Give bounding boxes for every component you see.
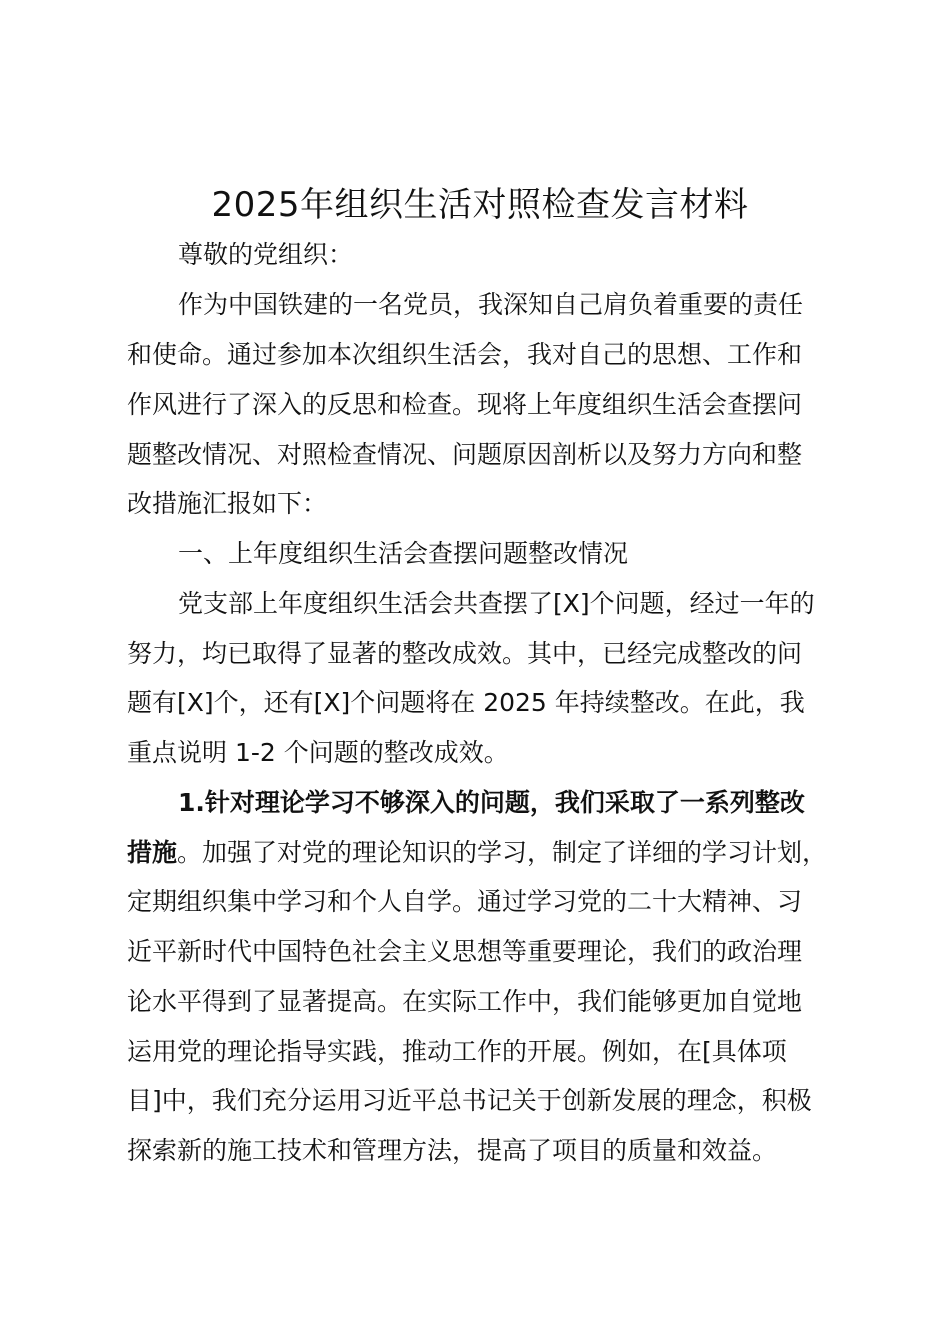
section-line: 重点说明 1-2 个问题的整改成效。 — [127, 738, 509, 767]
salutation: 尊敬的党组织： — [178, 240, 354, 269]
intro-line: 题整改情况、对照检查情况、问题原因剖析以及努力方向和整 — [127, 440, 803, 469]
item-line: 论水平得到了显著提高。在实际工作中，我们能够更加自觉地 — [127, 987, 803, 1016]
item-line-mixed — [127, 833, 827, 873]
section-line: 党支部上年度组织生活会共查摆了[X]个问题，经过一年的 — [178, 589, 815, 618]
section-line: 题有[X]个，还有[X]个问题将在 2025 年持续整改。在此，我 — [127, 688, 805, 717]
item-heading-tail: 措施 — [127, 838, 178, 867]
document-title: 2025年组织生活对照检查发言材料 — [211, 185, 749, 225]
item-line-text: 。加强了对党的理论知识的学习，制定了详细的学习计划， — [177, 838, 828, 867]
intro-line: 改措施汇报如下： — [127, 489, 328, 518]
intro-line: 和使命。通过参加本次组织生活会，我对自己的思想、工作和 — [127, 340, 803, 369]
item-line: 目]中，我们充分运用习近平总书记关于创新发展的理念，积极 — [127, 1086, 812, 1115]
intro-line: 作为中国铁建的一名党员，我深知自己肩负着重要的责任 — [178, 290, 804, 319]
intro-line: 作风进行了深入的反思和检查。现将上年度组织生活会查摆问 — [127, 390, 803, 419]
item-line: 近平新时代中国特色社会主义思想等重要理论，我们的政治理 — [127, 937, 803, 966]
item-heading: 1.针对理论学习不够深入的问题，我们采取了一系列整改 — [178, 788, 805, 817]
section-line: 努力，均已取得了显著的整改成效。其中，已经完成整改的问 — [127, 639, 803, 668]
item-line: 定期组织集中学习和个人自学。通过学习党的二十大精神、习 — [127, 887, 803, 916]
item-line: 运用党的理论指导实践，推动工作的开展。例如，在[具体项 — [127, 1037, 787, 1066]
section-heading: 一、上年度组织生活会查摆问题整改情况 — [178, 539, 629, 568]
item-line: 探索新的施工技术和管理方法，提高了项目的质量和效益。 — [127, 1136, 778, 1165]
